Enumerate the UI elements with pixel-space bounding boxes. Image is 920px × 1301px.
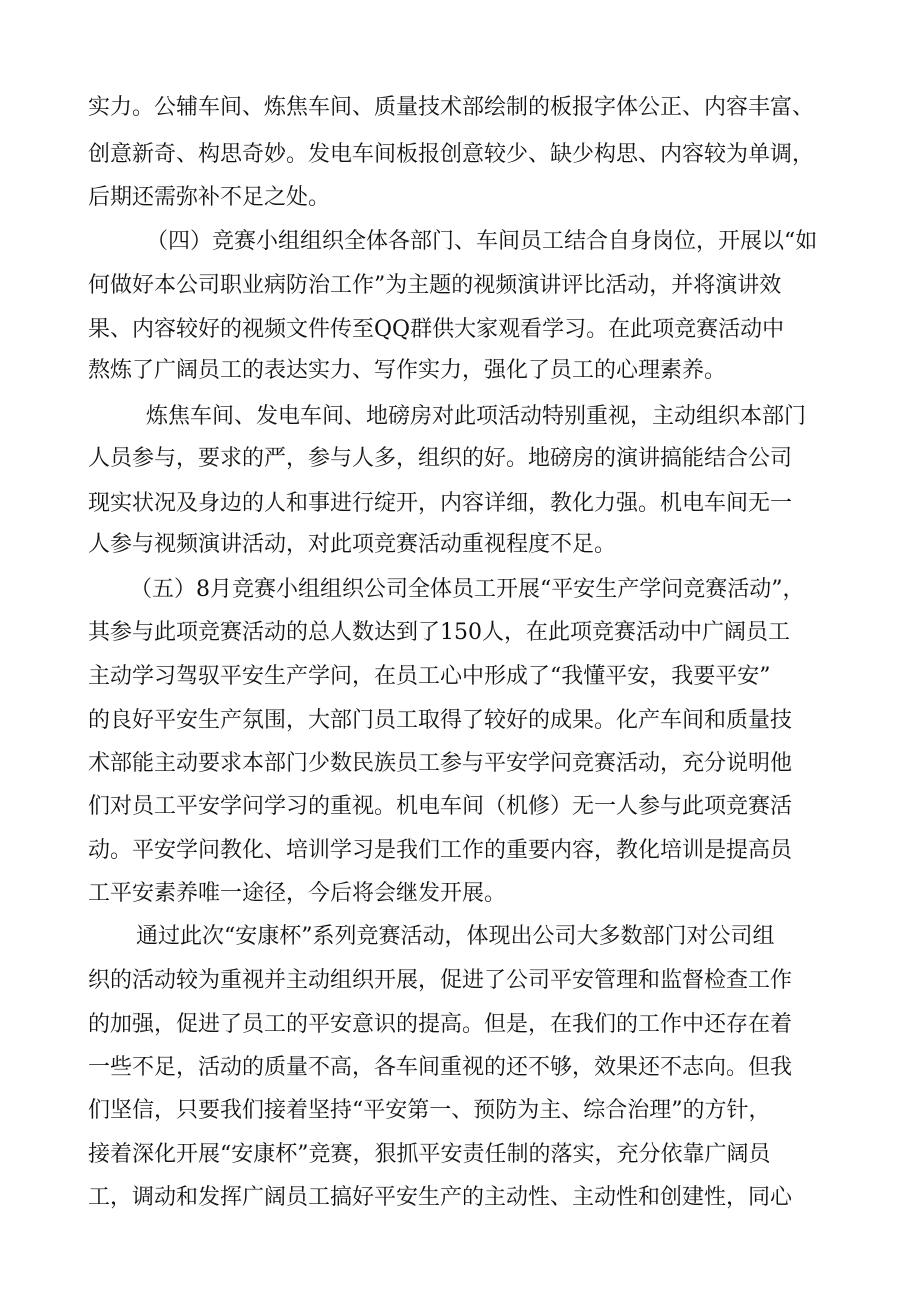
- text-line: 熬炼了广阔员工的表达实力、写作实力，强化了员工的心理素养。: [88, 358, 727, 383]
- text-line: 织的活动较为重视并主动组织开展，促进了公司平安管理和监督检查工作: [88, 968, 793, 993]
- text-line: 后期还需弥补不足之处。: [88, 185, 331, 210]
- text-line: 其参与此项竞赛活动的总人数达到了150人，在此项竞赛活动中广阔员工: [88, 620, 790, 645]
- text-line: 接着深化开展“安康杯”竞赛，狠抓平安责任制的落实，充分依靠广阔员: [88, 1142, 771, 1167]
- text-line: 工，调动和发挥广阔员工搞好平安生产的主动性、主动性和创建性，同心: [88, 1185, 793, 1210]
- text-line: （四）竞赛小组组织全体各部门、车间员工结合自身岗位，开展以“如: [146, 229, 818, 254]
- text-line: 的加强，促进了员工的平安意识的提高。但是，在我们的工作中还存在着: [88, 1012, 793, 1037]
- text-line: 炼焦车间、发电车间、地磅房对此项活动特别重视，主动组织本部门: [146, 404, 807, 429]
- text-line: 实力。公辅车间、炼焦车间、质量技术部绘制的板报字体公正、内容丰富、: [88, 95, 815, 120]
- text-line: 的良好平安生产氛围，大部门员工取得了较好的成果。化产车间和质量技: [88, 708, 793, 733]
- text-line: 工平安素养唯一途径，今后将会继发开展。: [88, 881, 507, 906]
- text-line: 人员参与，要求的严，参与人多，组织的好。地磅房的演讲搞能结合公司: [88, 446, 793, 471]
- text-line: 动。平安学问教化、培训学习是我们工作的重要内容，教化培训是提高员: [88, 838, 793, 863]
- text-line: 一些不足，活动的质量不高，各车间重视的还不够，效果还不志向。但我: [88, 1055, 793, 1080]
- text-line: 人参与视频演讲活动，对此项竞赛活动重视程度不足。: [88, 532, 617, 557]
- text-line: 术部能主动要求本部门少数民族员工参与平安学问竞赛活动，充分说明他: [88, 751, 793, 776]
- text-line: 通过此次“安康杯”系列竞赛活动，体现出公司大多数部门对公司组: [136, 924, 775, 949]
- text-line: 主动学习驾驭平安生产学问，在员工心中形成了“我懂平安，我要平安”: [88, 664, 771, 689]
- text-line: 现实状况及身边的人和事进行绽开，内容详细，教化力强。机电车间无一: [88, 491, 793, 516]
- text-line: 果、内容较好的视频文件传至QQ群供大家观看学习。在此项竞赛活动中: [88, 317, 785, 342]
- text-line: 创意新奇、构思奇妙。发电车间板报创意较少、缺少构思、内容较为单调，: [88, 142, 815, 167]
- text-line: 们对员工平安学问学习的重视。机电车间（机修）无一人参与此项竞赛活: [88, 794, 793, 819]
- text-line: （五）8月竞赛小组组织公司全体员工开展“平安生产学问竞赛活动”，: [130, 577, 805, 602]
- text-line: 何做好本公司职业病防治工作”为主题的视频演讲评比活动，并将演讲效: [88, 273, 782, 298]
- text-line: 们坚信，只要我们接着坚持“平安第一、预防为主、综合治理”的方针，: [88, 1098, 771, 1123]
